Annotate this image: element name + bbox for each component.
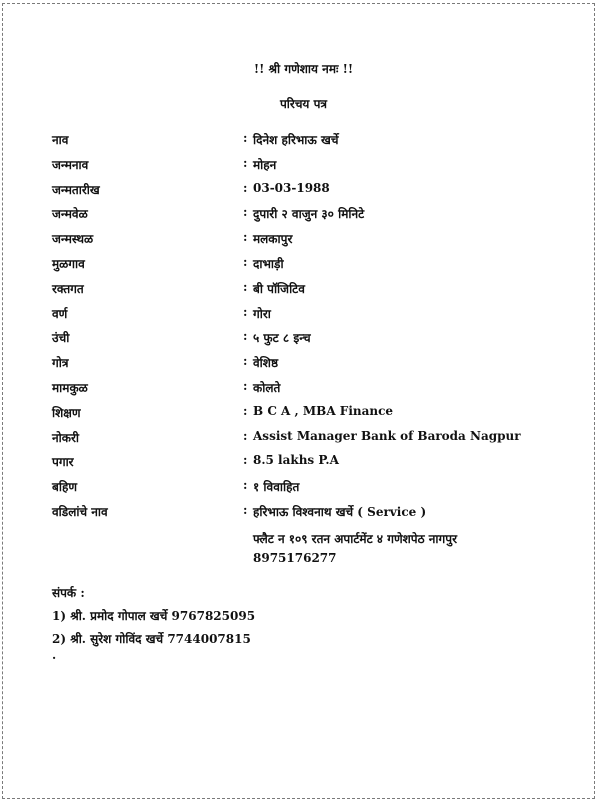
- field-label: जन्मस्थळ: [52, 232, 94, 247]
- field-row: [52, 329, 572, 354]
- field-row: [52, 156, 572, 181]
- field-row: [52, 305, 572, 330]
- field-value: मोहन: [253, 157, 277, 172]
- trailing-dot: .: [52, 648, 57, 662]
- field-row: [52, 453, 572, 478]
- field-row: [52, 230, 572, 255]
- field-separator: :: [243, 304, 248, 319]
- field-value: दिनेश हरिभाऊ खर्चे: [253, 133, 339, 147]
- field-row: [52, 131, 572, 156]
- field-separator: :: [243, 453, 248, 468]
- field-label: मुळगाव: [52, 256, 85, 271]
- field-label: रक्तगत: [52, 281, 84, 296]
- field-separator: :: [243, 279, 248, 294]
- field-row: [52, 379, 572, 404]
- field-value: Assist Manager Bank of Baroda Nagpur: [253, 428, 521, 443]
- page-title: !! श्री गणेशाय नमः !!: [253, 62, 354, 76]
- field-value: B C A , MBA Finance: [253, 403, 394, 418]
- field-separator: :: [243, 428, 248, 443]
- contact-item-2: 2) श्री. सुरेश गोविंद खर्चे 7744007815: [52, 632, 251, 646]
- field-label: बहिण: [52, 480, 78, 495]
- field-separator: :: [243, 180, 248, 195]
- field-separator: :: [243, 254, 248, 269]
- field-separator: :: [243, 131, 248, 145]
- field-value: बी पॉजिटिव: [253, 281, 305, 296]
- field-row: [52, 503, 572, 528]
- field-value: 03-03-1988: [253, 180, 330, 195]
- field-row: [52, 280, 572, 305]
- field-separator: :: [243, 403, 248, 418]
- contact-item-1: 1) श्री. प्रमोद गोपाल खर्चे 9767825095: [52, 609, 256, 623]
- field-row: [52, 478, 572, 503]
- field-row: [52, 181, 572, 206]
- document-subtitle: परिचय पत्र: [279, 97, 328, 111]
- field-label: शिक्षण: [52, 405, 81, 420]
- field-value: मलकापुर: [253, 232, 293, 247]
- field-value: दाभाड़ी: [253, 256, 284, 271]
- field-separator: :: [243, 155, 248, 170]
- field-row: [52, 354, 572, 379]
- field-separator: :: [243, 230, 248, 245]
- father-phone: 8975176277: [253, 551, 337, 565]
- contact-heading: संपर्क :: [52, 586, 85, 600]
- field-value: वेशिष्ठ: [253, 356, 279, 371]
- field-separator: :: [243, 329, 248, 344]
- field-label: वडिलांचे नाव: [52, 504, 108, 519]
- field-row: [52, 205, 572, 230]
- field-separator: :: [243, 205, 248, 220]
- field-separator: :: [243, 502, 248, 517]
- father-address: फ्लैट न १०९ रतन अपार्टमेंट ४ गणेशपेठ नागपुर: [253, 532, 458, 546]
- field-value: कोलते: [253, 380, 281, 395]
- field-label: जन्मतारीख: [52, 182, 100, 197]
- field-separator: :: [243, 478, 248, 493]
- field-label: जन्मवेळ: [52, 207, 88, 222]
- field-separator: :: [243, 354, 248, 369]
- field-row: [52, 404, 572, 429]
- field-label: पगार: [52, 455, 74, 470]
- field-row: [52, 429, 572, 454]
- field-label: गोत्र: [52, 356, 69, 371]
- field-row: [52, 255, 572, 280]
- field-label: जन्मनाव: [52, 157, 89, 172]
- field-value: हरिभाऊ विश्वनाथ खर्चे ( Service ): [253, 504, 427, 519]
- biodata-fields: [52, 131, 572, 528]
- field-label: वर्ण: [52, 306, 68, 321]
- field-label: उंची: [52, 331, 70, 346]
- field-value: 8.5 lakhs P.A: [253, 453, 339, 468]
- field-label: मामकुळ: [52, 380, 88, 395]
- field-label: नाव: [52, 133, 69, 147]
- field-separator: :: [243, 378, 248, 393]
- field-value: १ विवाहित: [253, 480, 300, 495]
- field-value: गोरा: [253, 306, 271, 321]
- field-value: दुपारी २ वाजुन ३० मिनिटे: [253, 207, 365, 222]
- field-label: नोकरी: [52, 430, 80, 445]
- field-value: ५ फुट ८ इन्च: [253, 331, 311, 346]
